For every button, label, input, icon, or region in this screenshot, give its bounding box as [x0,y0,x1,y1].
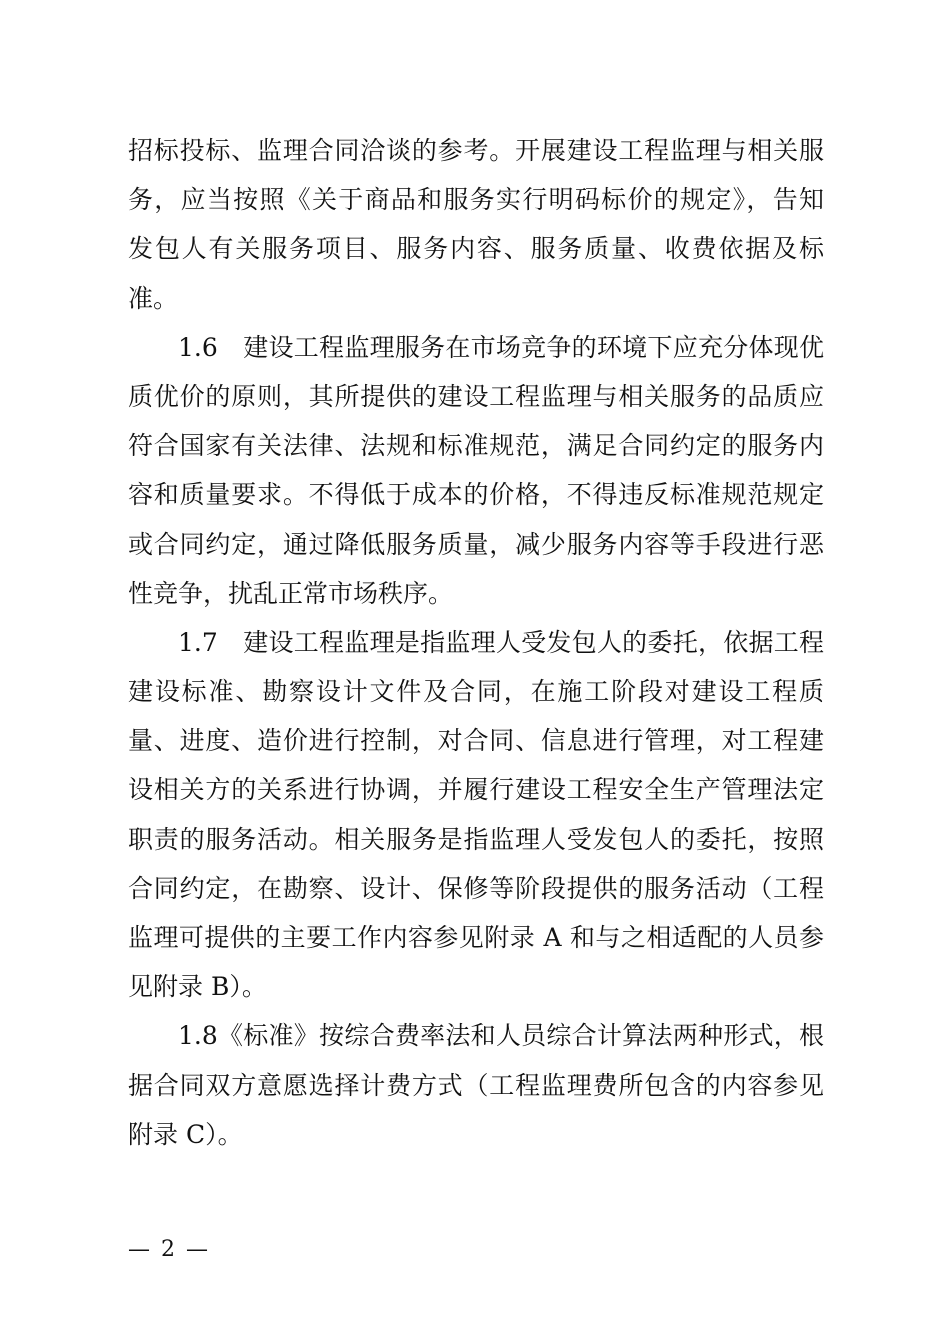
text-line: 质优价的原则，其所提供的建设工程监理与相关服务的品质应 [128,381,824,411]
text-line: 务，应当按照《关于商品和服务实行明码标价的规定》，告知 [128,185,824,215]
text-line: 发包人有关服务项目、服务内容、服务质量、收费依据及标 [128,234,824,264]
text-line: 量、进度、造价进行控制，对合同、信息进行管理，对工程建 [128,726,824,756]
text-line: 合同约定，在勘察、设计、保修等阶段提供的服务活动（工程 [128,873,824,903]
text-line: 性竞争，扰乱正常市场秩序。 [128,578,454,608]
paragraph-1-7 [128,618,824,1012]
document-body [128,126,824,1159]
text-line: 容和质量要求。不得低于成本的价格，不得违反标准规范规定 [128,480,824,510]
text-line: 监理可提供的主要工作内容参见附录 A 和与之相适配的人员参 [128,923,824,952]
text-line: 1.8《标准》按综合费率法和人员综合计算法两种形式，根 [178,1021,824,1051]
text-line: 招标投标、监理合同洽谈的参考。开展建设工程监理与相关服 [128,136,824,165]
page-number: — 2 — [128,1237,210,1262]
text-line: 设相关方的关系进行协调，并履行建设工程安全生产管理法定 [128,775,824,805]
text-line: 建设标准、勘察设计文件及合同，在施工阶段对建设工程质 [128,677,824,707]
text-line: 准。 [128,283,179,313]
text-line: 1.6 建设工程监理服务在市场竞争的环境下应充分体现优 [178,332,824,362]
text-line: 职责的服务活动。相关服务是指监理人受发包人的委托，按照 [128,824,824,854]
paragraph-1-6 [128,323,824,618]
text-line: 见附录 B）。 [128,972,267,1002]
text-line: 符合国家有关法律、法规和标准规范，满足合同约定的服务内 [128,431,824,461]
paragraph-intro [128,126,824,323]
paragraph-1-8 [128,1011,824,1159]
text-line: 1.7 建设工程监理是指监理人受发包人的委托，依据工程 [178,627,824,657]
text-line: 据合同双方意愿选择计费方式（工程监理费所包含的内容参见 [128,1070,824,1100]
text-line: 附录 C）。 [128,1119,243,1149]
text-line: 或合同约定，通过降低服务质量，减少服务内容等手段进行恶 [128,529,824,559]
